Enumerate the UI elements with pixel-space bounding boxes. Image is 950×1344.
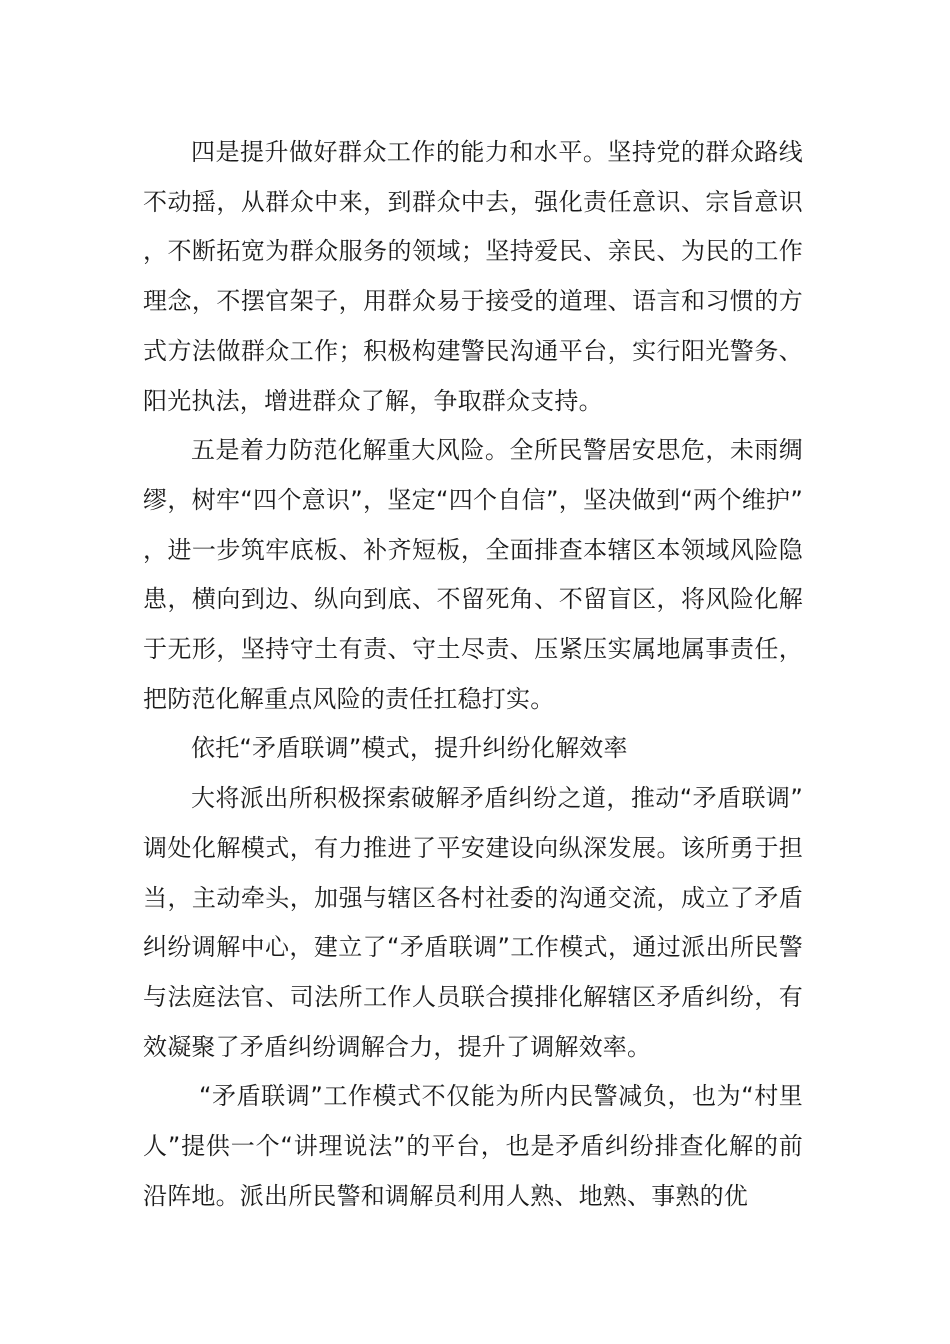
paragraph-joint-mediation-mode: “矛盾联调”工作模式不仅能为所内民警减负，也为“村里人”提供一个“讲理说法”的平台，也是矛盾纠纷排查化解的前沿阵地。派出所民警和调解员利用人熟、地熟、事熟的优: [143, 1082, 803, 1210]
paragraph-4-improve-mass-work: 四是提升做好群众工作的能力和水平。坚持党的群众路线不动摇，从群众中来，到群众中去，强化责任意识、宗旨意识，不断拓宽为群众服务的领域；坚持爱民、亲民、为民的工作理念，不摆官架子，用群众易于接受的道理、语言和习惯的方式方法做群众工作；积极构建警民沟通平台，实行阳光警务、阳光执法，增进群众了解，争取群众支持。: [143, 138, 803, 415]
section-heading-conflict-mediation: 依托“矛盾联调”模式，提升纠纷化解效率: [191, 734, 628, 763]
paragraph-dajiang-police-station: 大将派出所积极探索破解矛盾纠纷之道，推动“矛盾联调”调处化解模式，有力推进了平安建设向纵深发展。该所勇于担当，主动牵头，加强与辖区各村社委的沟通交流，成立了矛盾纠纷调解中心，建立了“矛盾联调”工作模式，通过派出所民警与法庭法官、司法所工作人员联合摸排化解辖区矛盾纠纷，有效凝聚了矛盾纠纷调解合力，提升了调解效率。: [143, 784, 803, 1061]
paragraph-5-prevent-major-risks: 五是着力防范化解重大风险。全所民警居安思危，未雨绸缪，树牢“四个意识”，坚定“四个自信”，坚决做到“两个维护”，进一步筑牢底板、补齐短板，全面排查本辖区本领域风险隐患，横向到边、纵向到底、不留死角、不留盲区，将风险化解于无形，坚持守土有责、守土尽责、压紧压实属地属事责任，把防范化解重点风险的责任扛稳打实。: [143, 436, 803, 713]
document-body: [143, 128, 803, 1221]
